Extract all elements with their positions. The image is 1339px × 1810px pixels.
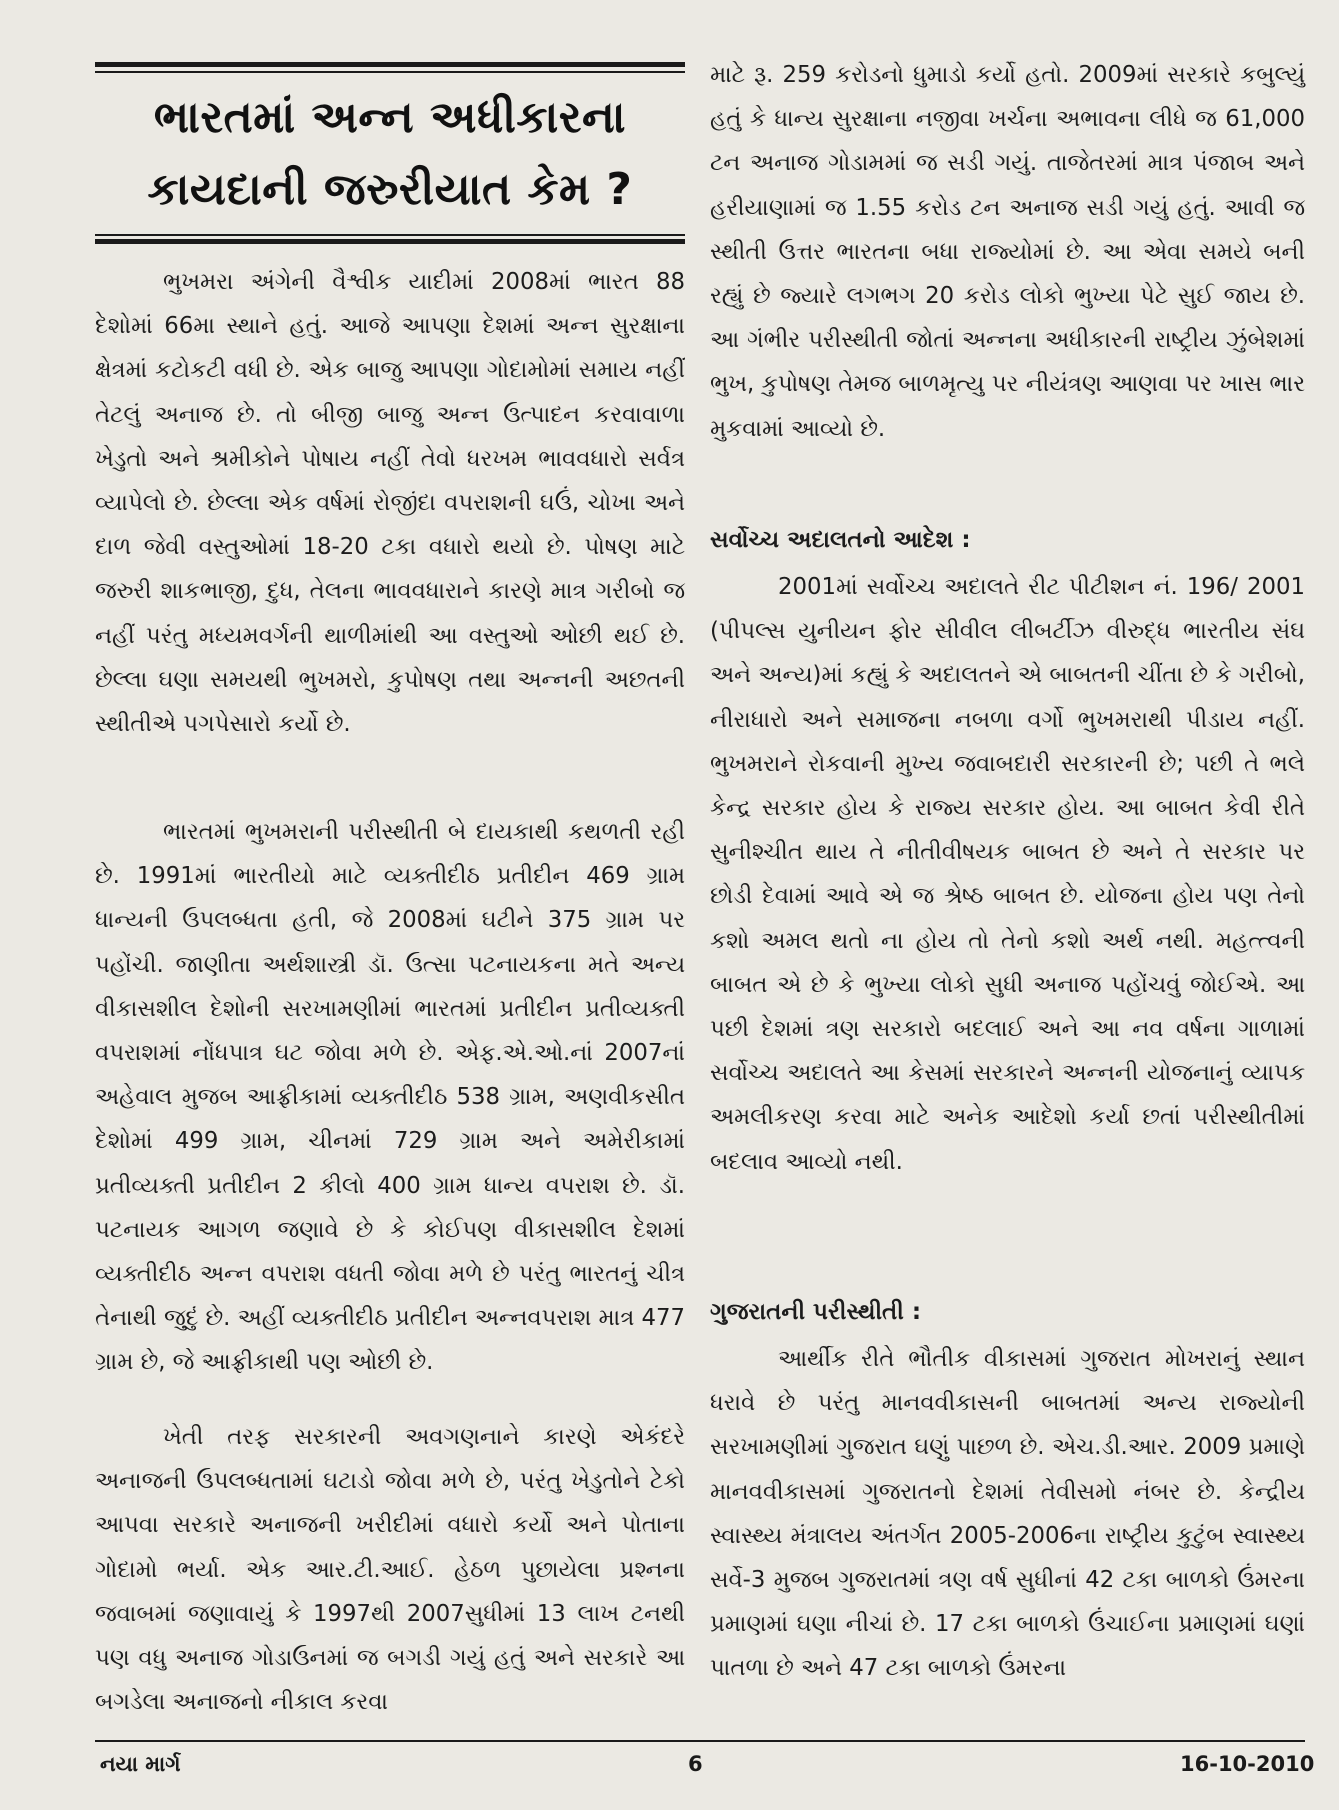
footer-rule [95, 1740, 1305, 1742]
headline-box [95, 62, 685, 252]
publication-name: નયા માર્ગ [100, 1752, 181, 1776]
headline-line-1: ભારતમાં અન્ન અધીકારના [153, 92, 627, 143]
page-number: 6 [688, 1752, 703, 1776]
headline-bottom-rule-thin [95, 234, 685, 236]
paragraph: ખેતી તરફ સરકારની અવગણનાને કારણે એકંદરે અનાજની ઉપલબ્ધતામાં ઘટાડો જોવા મળે છે, પરંતુ ખેડુતોને ટેકો આપવા સરકારે અનાજની ખરીદીમાં વધારો કર્યો અને પોતાના ગોદામો ભર્યા. એક આર.ટી.આઈ. હેઠળ પુછાયેલા પ્રશ્નના જવાબમાં જણાવાયું કે 1997થી 2007સુધીમાં 13 લાખ ટનથી પણ વધુ અનાજ ગોડાઉનમાં જ બગડી ગયું હતું અને સરકારે આ બગડેલા અનાજનો નીકાલ કરવા [95, 1424, 685, 1716]
headline-bottom-rule [95, 239, 685, 244]
section-heading: ગુજરાતની પરીસ્થીતી : [710, 1299, 922, 1325]
headline-line-2: કાયદાની જરુરીયાત કેમ ? [147, 164, 633, 215]
paragraph: ભુખમરા અંગેની વૈશ્વીક યાદીમાં 2008માં ભારત 88 દેશોમાં 66મા સ્થાને હતું. આજે આપણા દેશમાં અન્ન સુરક્ષાના ક્ષેત્રમાં કટોકટી વધી છે. એક બાજુ આપણા ગોદામોમાં સમાય નહીં તેટલું અનાજ છે. તો બીજી બાજુ અન્ન ઉત્પાદન કરવાવાળા ખેડુતો અને શ્રમીકોને પોષાય નહીં તેવો ધરખમ ભાવવધારો સર્વત્ર વ્યાપેલો છે. છેલ્લા એક વર્ષમાં રોજીંદા વપરાશની ઘઉં, ચોખા અને દાળ જેવી વસ્તુઓમાં 18-20 ટકા વધારો થયો છે. પોષણ માટે જરુરી શાકભાજી, દુધ, તેલના ભાવવધારાને કારણે માત્ર ગરીબો જ નહીં પરંતુ મધ્યમવર્ગની થાળીમાંથી આ વસ્તુઓ ઓછી થઈ છે. છેલ્લા ઘણા સમયથી ભુખમરો, કુપોષણ તથા અન્નની અછતની સ્થીતીએ પગપેસારો કર્યો છે. [95, 269, 685, 738]
headline-top-rule [95, 62, 685, 67]
issue-date: 16-10-2010 [1180, 1752, 1315, 1776]
paragraph: 2001માં સર્વોચ્ચ અદાલતે રીટ પીટીશન નં. 196/ 2001 (પીપલ્સ યુનીયન ફોર સીવીલ લીબર્ટીઝ વીરુદ્ધ ભારતીય સંઘ અને અન્ય)માં કહ્યું કે અદાલતને એ બાબતની ચીંતા છે કે ગરીબો, નીરાધારો અને સમાજના નબળા વર્ગો ભુખમરાથી પીડાય નહીં. ભુખમરાને રોકવાની મુખ્ય જવાબદારી સરકારની છે; પછી તે ભલે કેન્દ્ર સરકાર હોય કે રાજ્ય સરકાર હોય. આ બાબત કેવી રીતે સુનીશ્ચીત થાય તે નીતીવીષયક બાબત છે અને તે સરકાર પર છોડી દેવામાં આવે એ જ શ્રેષ્ઠ બાબત છે. યોજના હોય પણ તેનો કશો અમલ થતો ના હોય તો તેનો કશો અર્થ નથી. મહત્ત્વની બાબત એ છે કે ભુખ્યા લોકો સુધી અનાજ પહોંચવું જોઈએ. આ પછી દેશમાં ત્રણ સરકારો બદલાઈ અને આ નવ વર્ષના ગાળામાં સર્વોચ્ચ અદાલતે આ કેસમાં સરકારને અન્નની યોજનાનું વ્યાપક અમલીકરણ કરવા માટે અનેક આદેશો કર્યા છતાં પરીસ્થીતીમાં બદલાવ આવ્યો નથી. [710, 574, 1305, 1175]
section-heading: સર્વોચ્ચ અદાલતનો આદેશ : [710, 527, 971, 553]
headline-top-rule-thin [95, 71, 685, 73]
paragraph: ભારતમાં ભુખમરાની પરીસ્થીતી બે દાયકાથી કથળતી રહી છે. 1991માં ભારતીયો માટે વ્યક્તીદીઠ પ્રતીદીન 469 ગ્રામ ધાન્યની ઉપલબ્ધતા હતી, જે 2008માં ઘટીને 375 ગ્રામ પર પહોંચી. જાણીતા અર્થશાસ્ત્રી ડૉ. ઉત્સા પટનાયકના મતે અન્ય વીકાસશીલ દેશોની સરખામણીમાં ભારતમાં પ્રતીદીન પ્રતીવ્યક્તી વપરાશમાં નોંધપાત્ર ઘટ જોવા મળે છે. એફ.એ.ઓ.નાં 2007નાં અહેવાલ મુજબ આફ્રીકામાં વ્યક્તીદીઠ 538 ગ્રામ, અણવીકસીત દેશોમાં 499 ગ્રામ, ચીનમાં 729 ગ્રામ અને અમેરીકામાં પ્રતીવ્યક્તી પ્રતીદીન 2 કીલો 400 ગ્રામ ધાન્ય વપરાશ છે. ડૉ. પટનાયક આગળ જણાવે છે કે કોઈપણ વીકાસશીલ દેશમાં વ્યક્તીદીઠ અન્ન વપરાશ વધતી જોવા મળે છે પરંતુ ભારતનું ચીત્ર તેનાથી જુદું છે. અહીં વ્યક્તીદીઠ પ્રતીદીન અન્નવપરાશ માત્ર 477 ગ્રામ છે, જે આફ્રીકાથી પણ ઓછી છે. [95, 819, 685, 1376]
paragraph: માટે રૂ. 259 કરોડનો ધુમાડો કર્યો હતો. 2009માં સરકારે કબુલ્યું હતું કે ધાન્ય સુરક્ષાના નજીવા ખર્ચના અભાવના લીધે જ 61,000 ટન અનાજ ગોડામમાં જ સડી ગયું. તાજેતરમાં માત્ર પંજાબ અને હરીયાણામાં જ 1.55 કરોડ ટન અનાજ સડી ગયું હતું. આવી જ સ્થીતી ઉત્તર ભારતના બધા રાજ્યોમાં છે. આ એવા સમયે બની રહ્યું છે જ્યારે લગભગ 20 કરોડ લોકો ભુખ્યા પેટે સુઈ જાય છે. આ ગંભીર પરીસ્થીતી જોતાં અન્નના અધીકારની રાષ્ટ્રીય ઝુંબેશમાં ભુખ, કુપોષણ તેમજ બાળમૃત્યુ પર નીયંત્રણ આણવા પર ખાસ ભાર મુકવામાં આવ્યો છે. [710, 62, 1305, 442]
paragraph: આર્થીક રીતે ભૌતીક વીકાસમાં ગુજરાત મોખરાનું સ્થાન ધરાવે છે પરંતુ માનવવીકાસની બાબતમાં અન્ય રાજ્યોની સરખામણીમાં ગુજરાત ઘણું પાછળ છે. એચ.ડી.આર. 2009 પ્રમાણે માનવવીકાસમાં ગુજરાતનો દેશમાં તેવીસમો નંબર છે. કેન્દ્રીય સ્વાસ્થ્ય મંત્રાલય અંતર્ગત 2005-2006ના રાષ્ટ્રીય કુટુંબ સ્વાસ્થ્ય સર્વે-3 મુજબ ગુજરાતમાં ત્રણ વર્ષ સુધીનાં 42 ટકા બાળકો ઉંમરના પ્રમાણમાં ઘણા નીચાં છે. 17 ટકા બાળકો ઉંચાઈના પ્રમાણમાં ઘણાં પાતળા છે અને 47 ટકા બાળકો ઉંમરના [710, 1346, 1305, 1682]
